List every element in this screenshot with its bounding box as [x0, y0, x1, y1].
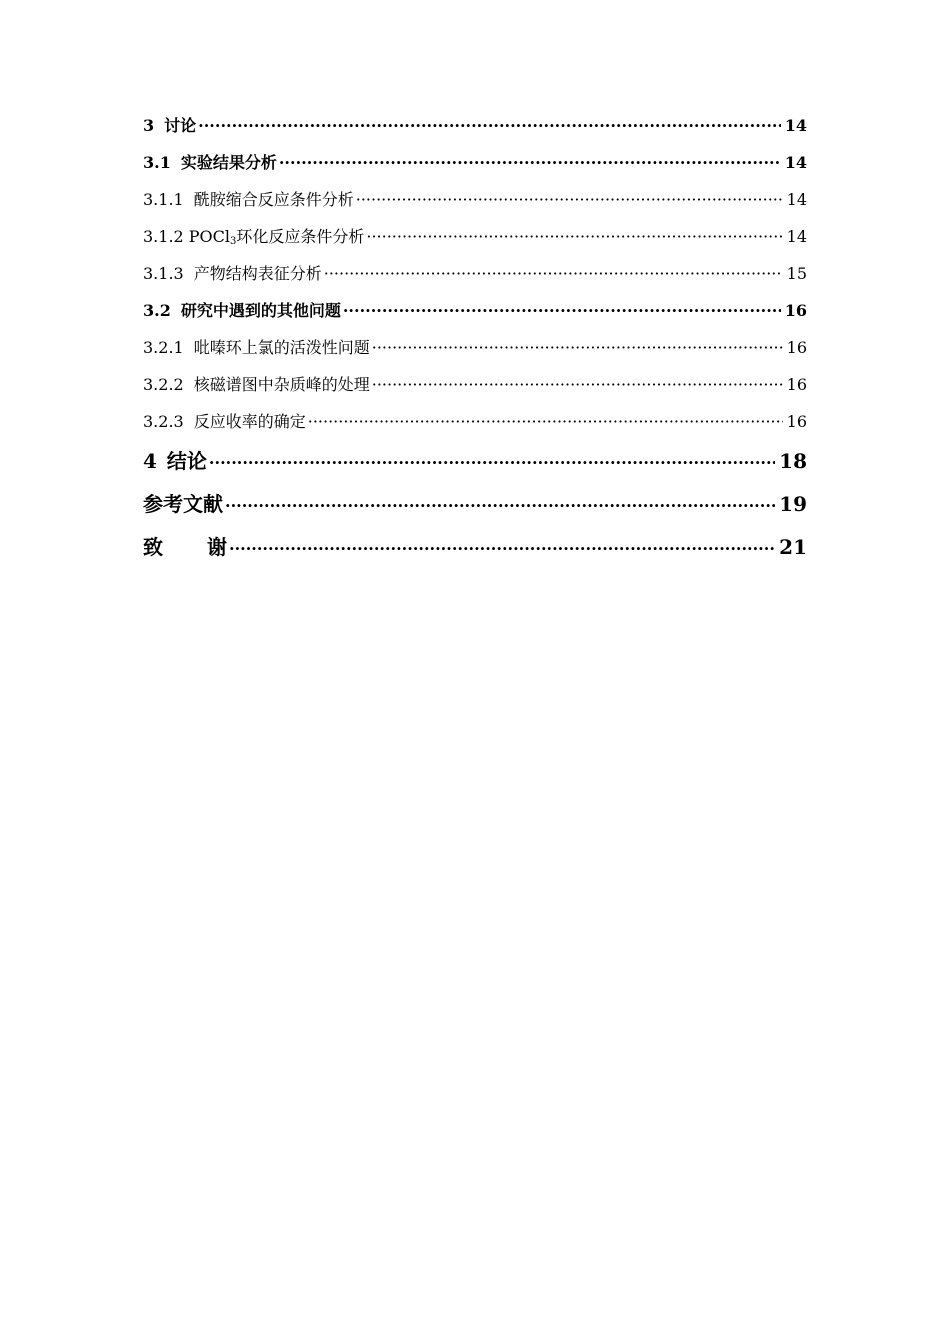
toc-entry-number: 3.1.3	[143, 264, 184, 283]
dot-leader	[372, 329, 783, 366]
toc-entry-title-subscript: 3	[229, 236, 237, 247]
toc-entry-label	[143, 440, 207, 483]
toc-entry-title: 实验结果分析	[180, 153, 277, 172]
toc-entry-label	[143, 144, 277, 181]
dot-leader	[308, 403, 783, 440]
toc-entry-subsection-3-2-2[interactable]	[143, 366, 807, 403]
toc-entry-number: 3.1	[143, 153, 171, 172]
toc-entry-number: 3.2.2	[143, 375, 184, 394]
dot-leader	[198, 107, 781, 144]
toc-entry-page: 15	[786, 264, 807, 283]
toc-entry-page: 21	[779, 535, 807, 559]
toc-entry-title-part: 致	[143, 535, 163, 559]
toc-entry-subsection-3-2-3[interactable]	[143, 403, 807, 440]
dot-leader	[343, 292, 781, 329]
toc-entry-subsection-3-1-3[interactable]	[143, 255, 807, 292]
toc-entry-label	[143, 366, 370, 403]
toc-entry-page: 16	[786, 338, 807, 357]
toc-entry-label	[143, 526, 227, 569]
toc-entry-title-part: 谢	[207, 535, 227, 559]
toc-entry-page: 16	[786, 412, 807, 431]
table-of-contents	[143, 107, 807, 569]
toc-entry-page: 18	[779, 449, 807, 473]
toc-entry-title: 核磁谱图中杂质峰的处理	[193, 375, 370, 394]
dot-leader	[279, 144, 781, 181]
toc-entry-references[interactable]	[143, 483, 807, 526]
dot-leader	[229, 527, 775, 570]
dot-leader	[356, 181, 783, 218]
toc-entry-title: 反应收率的确定	[193, 412, 306, 431]
toc-entry-section-3-1[interactable]	[143, 144, 807, 181]
dot-leader	[225, 484, 775, 527]
toc-entry-subsection-3-1-2[interactable]	[143, 218, 807, 255]
toc-entry-label	[143, 329, 370, 366]
toc-entry-number: 3.2.3	[143, 412, 184, 431]
toc-entry-section-3-2[interactable]	[143, 292, 807, 329]
toc-entry-page: 14	[784, 153, 807, 172]
toc-entry-label	[143, 403, 306, 440]
toc-entry-page: 19	[779, 492, 807, 516]
toc-entry-label	[143, 181, 354, 218]
toc-entry-label	[143, 107, 196, 144]
toc-entry-title: 酰胺缩合反应条件分析	[193, 190, 354, 209]
toc-entry-title-formula: POCl	[188, 227, 230, 246]
toc-entry-chapter-4[interactable]	[143, 440, 807, 483]
toc-entry-label	[143, 483, 223, 526]
toc-entry-number: 3.2	[143, 301, 171, 320]
toc-entry-number: 3.1.2	[143, 227, 184, 246]
toc-entry-subsection-3-1-1[interactable]	[143, 181, 807, 218]
toc-entry-page: 14	[786, 227, 807, 246]
toc-entry-title: 环化反应条件分析	[236, 227, 365, 246]
dot-leader	[324, 255, 783, 292]
toc-entry-number: 4	[143, 449, 157, 473]
toc-entry-page: 14	[784, 116, 807, 135]
toc-entry-page: 16	[786, 375, 807, 394]
toc-entry-number: 3.1.1	[143, 190, 184, 209]
toc-entry-number: 3.2.1	[143, 338, 184, 357]
toc-entry-title: 讨论	[164, 116, 197, 135]
toc-entry-title: 研究中遇到的其他问题	[180, 301, 341, 320]
toc-entry-label	[143, 218, 364, 260]
toc-entry-subsection-3-2-1[interactable]	[143, 329, 807, 366]
dot-leader	[372, 366, 783, 403]
toc-entry-title: 结论	[166, 449, 207, 473]
toc-entry-acknowledgements[interactable]	[143, 526, 807, 569]
toc-entry-label	[143, 292, 341, 329]
toc-entry-page: 16	[784, 301, 807, 320]
dot-leader	[366, 218, 782, 255]
toc-entry-title: 产物结构表征分析	[193, 264, 322, 283]
toc-entry-title: 吡嗪环上氯的活泼性问题	[193, 338, 370, 357]
toc-entry-number: 3	[143, 116, 155, 135]
toc-entry-label	[143, 255, 322, 292]
toc-entry-chapter-3[interactable]	[143, 107, 807, 144]
dot-leader	[209, 441, 775, 484]
toc-entry-title: 参考文献	[143, 492, 223, 516]
toc-entry-page: 14	[786, 190, 807, 209]
